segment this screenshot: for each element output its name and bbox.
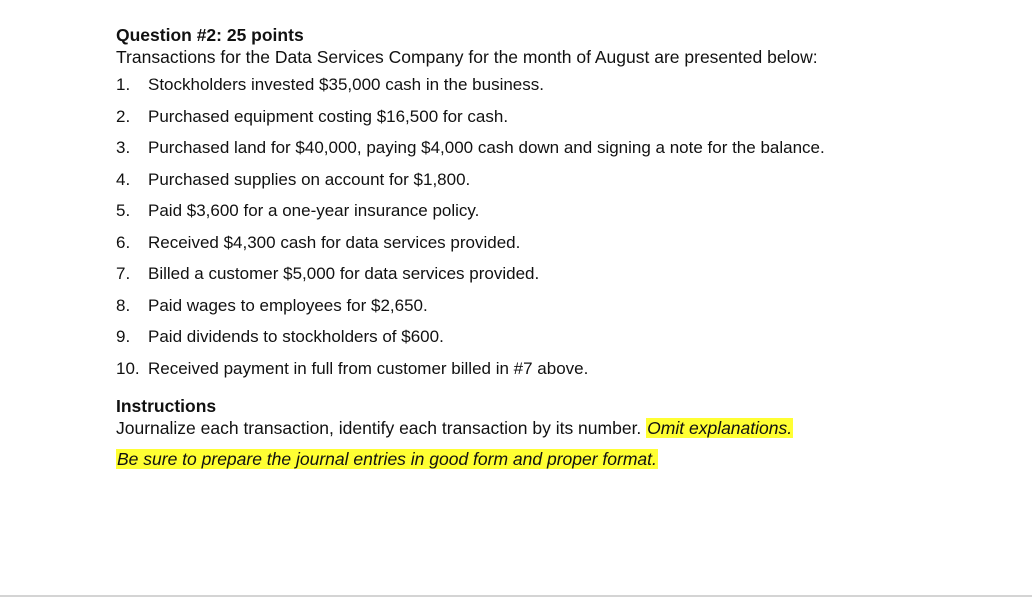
transaction-text: Paid dividends to stockholders of $600. xyxy=(148,327,444,346)
transaction-text: Purchased land for $40,000, paying $4,000 cash down and signing a note for the balance. xyxy=(148,138,825,157)
instructions-text xyxy=(116,417,1016,439)
transaction-item-7 xyxy=(116,263,1016,295)
transaction-number: 7. xyxy=(116,264,131,283)
instructions-highlight-omit: Omit explanations. xyxy=(647,418,793,438)
question-document xyxy=(116,24,1016,470)
transaction-text: Billed a customer $5,000 for data services provided. xyxy=(148,264,540,283)
transaction-number: 10. xyxy=(116,358,140,378)
transaction-item-5 xyxy=(116,200,1016,232)
instructions-text-line2 xyxy=(116,448,1016,470)
instructions-highlight-format: Be sure to prepare the journal entries in good form and proper format. xyxy=(117,449,657,469)
transaction-text: Paid wages to employees for $2,650. xyxy=(148,295,428,315)
transaction-number: 8. xyxy=(116,295,131,315)
transaction-item-8 xyxy=(116,295,1016,327)
transaction-number: 3. xyxy=(116,138,131,157)
transaction-item-1 xyxy=(116,74,1016,106)
transaction-text: Purchased equipment costing $16,500 for cash. xyxy=(148,106,509,126)
instructions-body: Journalize each transaction, identify each transaction by its number. xyxy=(116,418,642,438)
transaction-text: Purchased supplies on account for $1,800. xyxy=(148,169,471,189)
transaction-item-3 xyxy=(116,137,1016,169)
bottom-divider xyxy=(0,595,1032,597)
transaction-item-2 xyxy=(116,106,1016,138)
transaction-number: 2. xyxy=(116,106,131,126)
transaction-item-6 xyxy=(116,232,1016,264)
transaction-list xyxy=(116,74,1016,389)
question-title: Question #2: 25 points xyxy=(116,25,304,45)
transaction-number: 5. xyxy=(116,201,131,220)
transaction-item-10 xyxy=(116,358,1016,390)
transaction-number: 1. xyxy=(116,75,131,94)
transaction-item-9 xyxy=(116,326,1016,358)
transaction-number: 6. xyxy=(116,232,131,252)
transaction-number: 4. xyxy=(116,169,131,189)
question-intro: Transactions for the Data Services Company for the month of August are presented below: xyxy=(116,47,818,67)
transaction-number: 9. xyxy=(116,327,131,346)
transaction-text: Stockholders invested $35,000 cash in the business. xyxy=(148,75,544,94)
transaction-text: Received payment in full from customer billed in #7 above. xyxy=(148,358,589,378)
transaction-item-4 xyxy=(116,169,1016,201)
transaction-text: Paid $3,600 for a one-year insurance policy. xyxy=(148,201,480,220)
instructions-title: Instructions xyxy=(116,396,217,416)
transaction-text: Received $4,300 cash for data services provided. xyxy=(148,232,521,252)
